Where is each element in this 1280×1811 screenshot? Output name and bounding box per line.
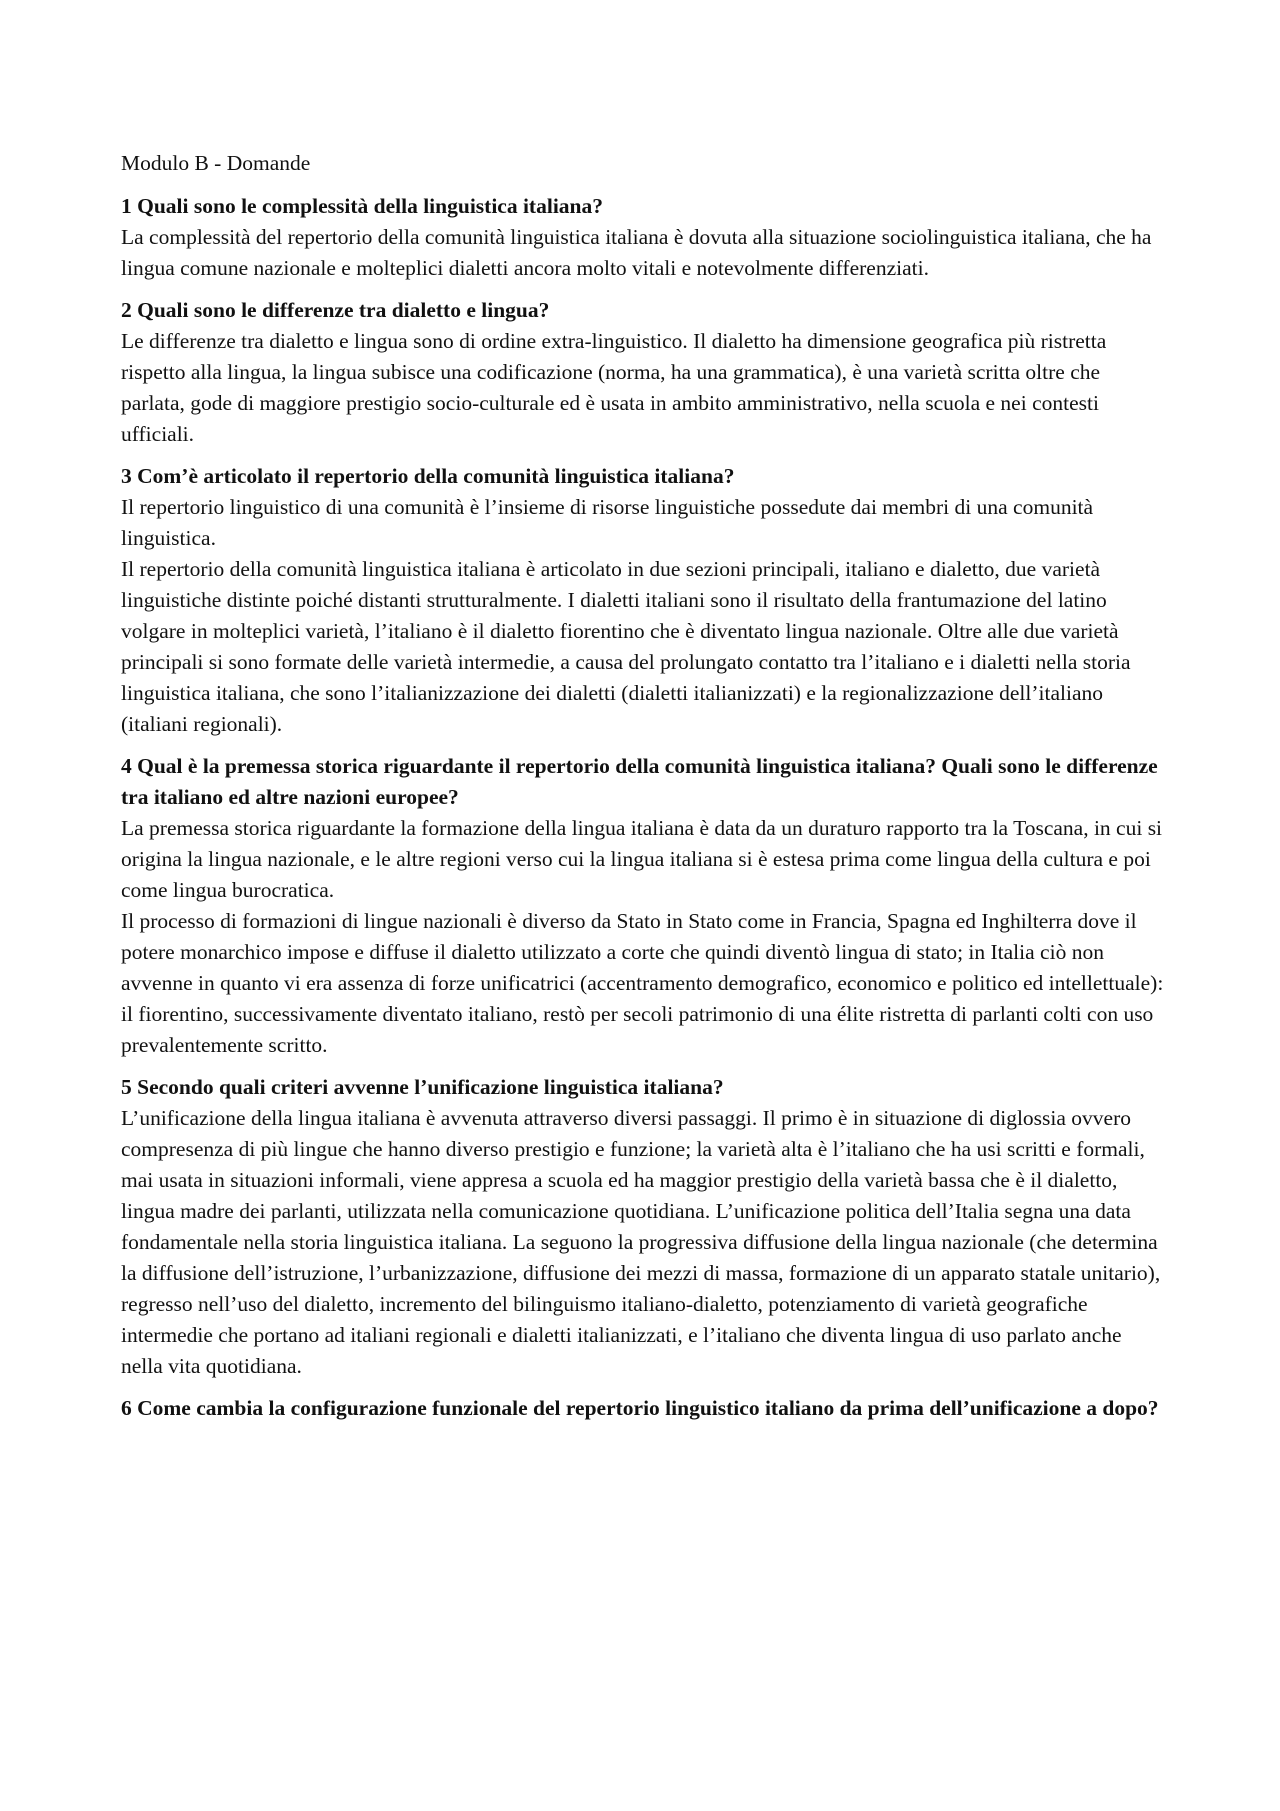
question-4: 4 Qual è la premessa storica riguardante il repertorio della comunità linguistica italiana? Quali sono le differenze tra italiano ed altre nazioni europee?	[121, 754, 1158, 809]
question-6: 6 Come cambia la configurazione funzionale del repertorio linguistico italiano da prima dell’unificazione a dopo?	[121, 1396, 1159, 1420]
question-3: 3 Com’è articolato il repertorio della comunità linguistica italiana?	[121, 464, 735, 488]
qa-section-6	[121, 1393, 1165, 1424]
answer-paragraph: Il repertorio della comunità linguistica italiana è articolato in due sezioni principali, italiano e dialetto, due varietà linguistiche distinte poiché distanti strutturalmente. I dialetti italiani sono il risultato della frantumazione del latino volgare in molteplici varietà, l’italiano è il dialetto fiorentino che è diventato lingua nazionale. Oltre alle due varietà principali si sono formate delle varietà intermedie, a causa del prolungato contatto tra l’italiano e i dialetti nella storia linguistica italiana, che sono l’italianizzazione dei dialetti (dialetti italianizzati) e la regionalizzazione dell’italiano (italiani regionali).	[121, 557, 1131, 736]
answer-paragraph: L’unificazione della lingua italiana è avvenuta attraverso diversi passaggi. Il primo è in situazione di diglossia ovvero compresenza di più lingue che hanno diverso prestigio e funzione; la varietà alta è l’italiano che ha usi scritti e formali, mai usata in situazioni informali, viene appresa a scuola ed ha maggior prestigio della varietà bassa che è il dialetto, lingua madre dei parlanti, utilizzata nella comunicazione quotidiana. L’unificazione politica dell’Italia segna una data fondamentale nella storia linguistica italiana. La seguono la progressiva diffusione della lingua nazionale (che determina la diffusione dell’istruzione, l’urbanizzazione, diffusione dei mezzi di massa, formazione di un apparato statale unitario), regresso nell’uso del dialetto, incremento del bilinguismo italiano-dialetto, potenziamento di varietà geografiche intermedie che portano ad italiani regionali e dialetti italianizzati, e l’italiano che diventa lingua di uso parlato anche nella vita quotidiana.	[121, 1106, 1161, 1378]
answer-paragraph: Le differenze tra dialetto e lingua sono di ordine extra-linguistico. Il dialetto ha dimensione geografica più ristretta rispetto alla lingua, la lingua subisce una codificazione (norma, ha una grammatica), è una varietà scritta oltre che parlata, gode di maggiore prestigio socio-culturale ed è usata in ambito amministrativo, nella scuola e nei contesti ufficiali.	[121, 329, 1107, 446]
document-title: Modulo B - Domande	[121, 151, 311, 175]
qa-section-5	[121, 1072, 1165, 1382]
question-2: 2 Quali sono le differenze tra dialetto e lingua?	[121, 298, 550, 322]
qa-section-3	[121, 461, 1165, 740]
answer-1	[121, 222, 1165, 284]
answer-paragraph: Il processo di formazioni di lingue nazionali è diverso da Stato in Stato come in Francia, Spagna ed Inghilterra dove il potere monarchico impose e diffuse il dialetto utilizzato a corte che quindi diventò lingua di stato; in Italia ciò non avvenne in quanto vi era assenza di forze unificatrici (accentramento demografico, economico e politico ed intellettuale): il fiorentino, successivamente diventato italiano, restò per secoli patrimonio di una élite ristretta di parlanti colti con uso prevalentemente scritto.	[121, 909, 1164, 1057]
answer-paragraph: Il repertorio linguistico di una comunità è l’insieme di risorse linguistiche possedute dai membri di una comunità linguistica.	[121, 495, 1094, 550]
answer-3	[121, 492, 1165, 740]
question-5: 5 Secondo quali criteri avvenne l’unificazione linguistica italiana?	[121, 1075, 724, 1099]
qa-section-2	[121, 295, 1165, 450]
answer-2	[121, 326, 1165, 450]
answer-5	[121, 1103, 1165, 1382]
qa-section-1	[121, 191, 1165, 284]
qa-section-4	[121, 751, 1165, 1061]
answer-paragraph: La premessa storica riguardante la formazione della lingua italiana è data da un duraturo rapporto tra la Toscana, in cui si origina la lingua nazionale, e le altre regioni verso cui la lingua italiana si è estesa prima come lingua della cultura e poi come lingua burocratica.	[121, 816, 1163, 902]
answer-paragraph: La complessità del repertorio della comunità linguistica italiana è dovuta alla situazione sociolinguistica italiana, che ha lingua comune nazionale e molteplici dialetti ancora molto vitali e notevolmente differenziati.	[121, 225, 1152, 280]
document-page	[121, 148, 1165, 1435]
answer-4	[121, 813, 1165, 1061]
question-1: 1 Quali sono le complessità della linguistica italiana?	[121, 194, 603, 218]
